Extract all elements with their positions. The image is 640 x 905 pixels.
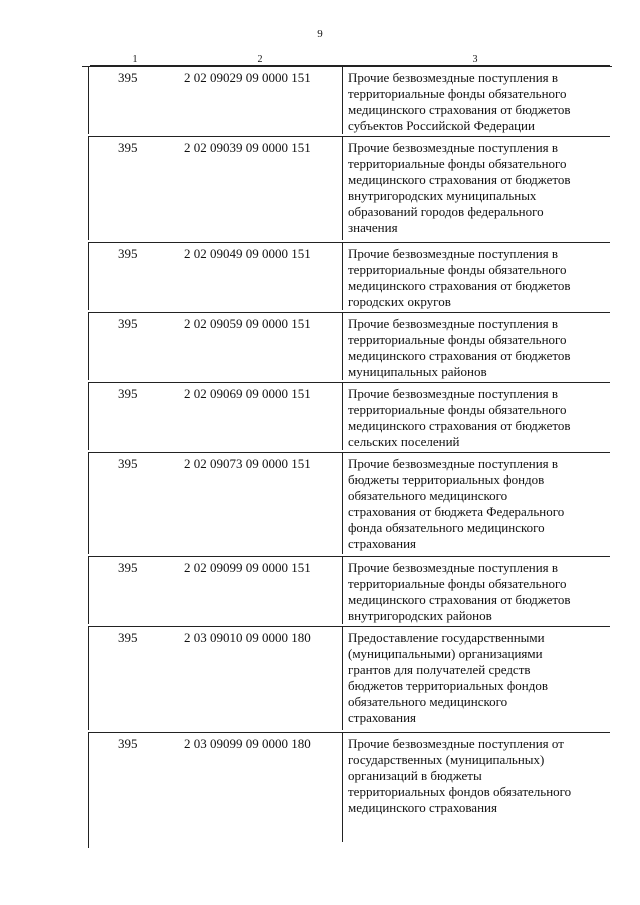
admin-code: 395 [118,70,138,85]
income-description: Предоставление государственными (муниципальными) организациями грантов для получателей средств бюджетов территориальных фондов обязательного медицинского страхования [348,630,549,725]
page-number: 9 [317,28,323,40]
row-left-border [88,732,89,848]
income-description: Прочие безвозмездные поступления в территориальные фонды обязательного медицинского страхования от бюджетов внутригородских муниципальных образований городов федерального значения [348,140,571,235]
budget-classification-code: 2 02 09099 09 0000 151 [184,560,311,575]
description-left-border [342,312,343,380]
description-left-border [342,626,343,730]
description-left-border [342,556,343,624]
row-separator [88,312,610,313]
income-description: Прочие безвозмездные поступления в территориальные фонды обязательного медицинского страхования от бюджетов субъектов Российской Федерации [348,70,571,133]
budget-classification-code: 2 02 09029 09 0000 151 [184,70,311,85]
row-left-border [88,626,89,730]
income-description: Прочие безвозмездные поступления в территориальные фонды обязательного медицинского страхования от бюджетов внутригородских районов [348,560,571,623]
budget-classification-code: 2 02 09059 09 0000 151 [184,316,311,331]
row-left-border [88,312,89,380]
column-number-1: 1 [132,54,138,65]
description-left-border [342,732,343,842]
income-description: Прочие безвозмездные поступления в территориальные фонды обязательного медицинского страхования от бюджетов сельских поселений [348,386,571,449]
row-separator [82,66,612,67]
row-separator [88,452,610,453]
income-description: Прочие безвозмездные поступления в бюджеты территориальных фондов обязательного медицинского страхования от бюджета Федерального фонда обязательного медицинского страхования [348,456,565,551]
row-left-border [88,452,89,554]
admin-code: 395 [118,140,138,155]
income-description: Прочие безвозмездные поступления от государственных (муниципальных) организаций в бюджеты территориальных фондов обязательного медицинского страхования [348,736,572,815]
admin-code: 395 [118,246,138,261]
budget-classification-code: 2 03 09099 09 0000 180 [184,736,311,751]
row-separator [88,136,610,137]
admin-code: 395 [118,316,138,331]
income-description: Прочие безвозмездные поступления в территориальные фонды обязательного медицинского страхования от бюджетов муниципальных районов [348,316,571,379]
description-left-border [342,242,343,310]
admin-code: 395 [118,456,138,471]
row-left-border [88,382,89,450]
budget-classification-code: 2 02 09049 09 0000 151 [184,246,311,261]
description-left-border [342,452,343,554]
budget-classification-code: 2 02 09039 09 0000 151 [184,140,311,155]
row-separator [88,556,610,557]
admin-code: 395 [118,560,138,575]
row-left-border [88,242,89,310]
column-number-3: 3 [472,54,478,65]
budget-classification-code: 2 03 09010 09 0000 180 [184,630,311,645]
income-description: Прочие безвозмездные поступления в территориальные фонды обязательного медицинского страхования от бюджетов городских округов [348,246,571,309]
budget-classification-code: 2 02 09069 09 0000 151 [184,386,311,401]
description-left-border [342,66,343,134]
description-left-border [342,382,343,450]
row-left-border [88,556,89,624]
row-separator [88,242,610,243]
row-left-border [88,136,89,240]
row-separator [88,732,610,733]
admin-code: 395 [118,386,138,401]
row-separator [88,382,610,383]
column-number-2: 2 [257,54,263,65]
admin-code: 395 [118,630,138,645]
description-left-border [342,136,343,240]
row-separator [88,626,610,627]
admin-code: 395 [118,736,138,751]
budget-classification-code: 2 02 09073 09 0000 151 [184,456,311,471]
row-left-border [88,66,89,134]
